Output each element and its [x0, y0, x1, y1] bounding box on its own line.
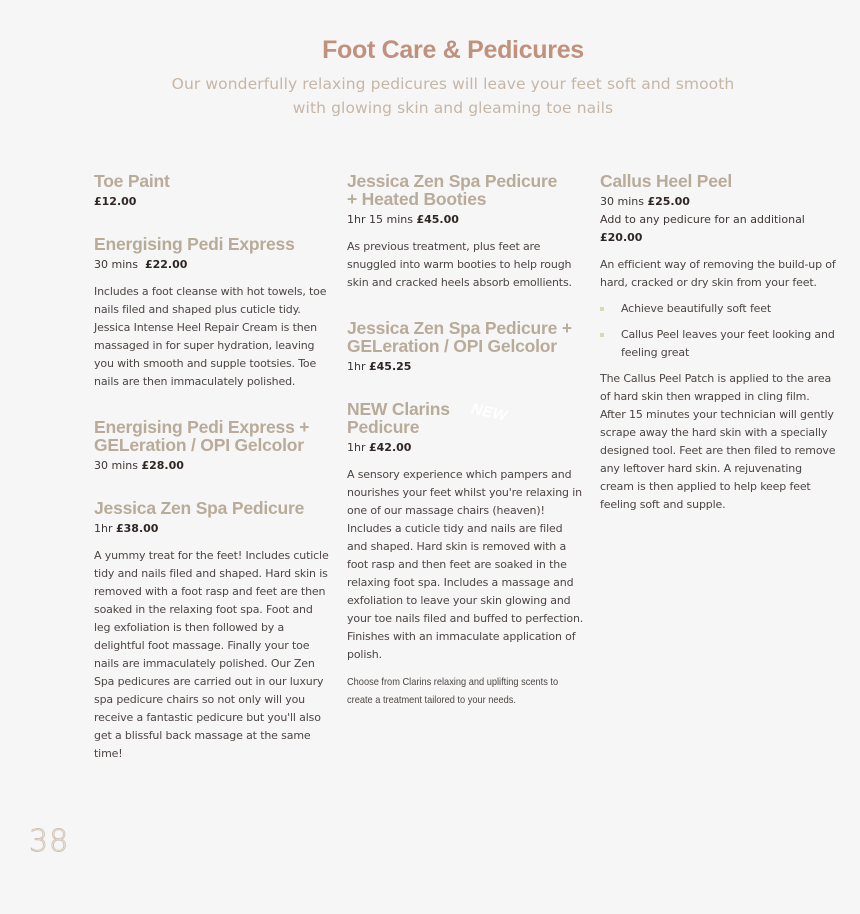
treatment-duration: 1hr — [347, 360, 366, 373]
treatment-price: £22.00 — [144, 258, 188, 271]
page-header — [0, 34, 860, 120]
treatment-price: £25.00 — [647, 195, 690, 208]
treatment-jessica-zen-spa-pedicure — [94, 499, 332, 763]
treatment-addon — [600, 211, 836, 247]
treatment-title-line-1: Jessica Zen Spa Pedicure — [347, 171, 558, 191]
treatment-title — [94, 418, 332, 454]
treatment-meta — [94, 193, 332, 211]
treatment-title-line-1: Energising Pedi Express + — [94, 417, 310, 437]
page-number: 38 — [29, 824, 70, 859]
subtitle-line-1: Our wonderfully relaxing pedicures will leave your feet soft and smooth — [171, 75, 735, 93]
treatment-duration: 1hr — [94, 522, 113, 535]
treatment-description: A yummy treat for the feet! Includes cuticle tidy and nails filed and shaped. Hard skin is removed with a foot rasp and feet are then soaked in the relaxing foot spa. Foot and leg exfoliation is then followed by a delightful foot massage. Finally your toe nails are immaculately polished. Our Zen Spa pedicures are carried out in our luxury spa pedicure chairs so not only will you receive a fantastic pedicure but you'll also get a blissful back massage at the same time! — [94, 549, 329, 760]
page-subtitle — [0, 72, 860, 120]
benefit-item — [600, 326, 836, 362]
treatment-title-line-2: GELeration / OPI Gelcolor — [94, 435, 304, 455]
treatment-title-line-2: GELeration / OPI Gelcolor — [347, 336, 557, 356]
treatment-energising-pedi-express — [94, 235, 332, 391]
treatment-title: Jessica Zen Spa Pedicure — [94, 498, 305, 518]
treatment-callus-heel-peel — [600, 172, 836, 514]
treatment-price: £12.00 — [94, 195, 137, 208]
treatment-title — [347, 400, 585, 436]
treatment-price: £28.00 — [141, 459, 184, 472]
treatment-meta — [94, 457, 332, 475]
new-badge: NEW — [469, 400, 509, 425]
treatment-title: Energising Pedi Express — [94, 234, 295, 254]
treatment-price: £45.25 — [369, 360, 412, 373]
treatment-zen-spa-heated-booties — [347, 172, 585, 292]
benefit-item — [600, 300, 836, 318]
treatment-title: Toe Paint — [94, 171, 170, 191]
treatment-title-line-1: NEW Clarins — [347, 399, 450, 419]
treatment-duration: 30 mins — [94, 459, 138, 472]
addon-text: Add to any pedicure for an additional — [600, 213, 805, 226]
treatment-duration: 1hr — [347, 441, 366, 454]
treatment-zen-spa-gel — [347, 319, 585, 376]
treatment-meta — [94, 520, 332, 538]
benefit-text: Callus Peel leaves your feet looking and feeling great — [621, 328, 835, 359]
treatment-title: Callus Heel Peel — [600, 171, 733, 191]
subtitle-line-2: with glowing skin and gleaming toe nails — [292, 99, 614, 117]
page-title: Foot Care & Pedicures — [322, 36, 584, 64]
treatment-meta — [347, 439, 585, 457]
treatment-description: Includes a foot cleanse with hot towels, toe nails filed and shaped plus cuticle tidy. Jessica Intense Heel Repair Cream is then massaged in for super hydration, leaving you with smooth and supple tootsies. Toe nails are then immaculately polished. — [94, 285, 327, 388]
treatment-duration: 30 mins — [600, 195, 644, 208]
treatment-meta — [94, 256, 332, 274]
treatment-duration: 1hr 15 mins — [347, 213, 413, 226]
column-middle — [347, 172, 585, 709]
treatment-price: £42.00 — [369, 441, 412, 454]
treatment-duration: 30 mins — [94, 258, 138, 271]
treatment-meta — [347, 358, 585, 376]
treatment-energising-pedi-express-gel — [94, 418, 332, 475]
addon-price: £20.00 — [600, 231, 643, 244]
treatment-description: As previous treatment, plus feet are snuggled into warm booties to help rough skin and cracked heels absorb emollients. — [347, 240, 572, 289]
treatment-price: £45.00 — [416, 213, 459, 226]
treatment-meta — [600, 193, 836, 211]
column-left — [94, 172, 332, 763]
treatment-description: A sensory experience which pampers and nourishes your feet whilst you're relaxing in one of our massage chairs (heaven)! Includes a cuticle tidy and nails are filed and shaped. Hard skin is removed with a foot rasp and then feet are soaked in the relaxing foot spa. Includes a massage and exfoliation to leave your skin glowing and your toe nails filed and buffed to perfection. Finishes with an immaculate application of polish. — [347, 468, 584, 661]
treatment-title-line-2: Pedicure — [347, 417, 420, 437]
treatment-description: The Callus Peel Patch is applied to the area of hard skin then wrapped in cling film. After 15 minutes your technician will gently scrape away the hard skin with a specially designed tool. Feet are then filed to remove any leftover hard skin. A rejuvenating cream is then applied to help keep feet feeling soft and supple. — [600, 372, 836, 511]
treatment-new-clarins-pedicure — [347, 400, 585, 709]
bullet-icon — [600, 333, 604, 337]
bullet-icon — [600, 307, 604, 311]
treatment-title-line-2: + Heated Booties — [347, 189, 487, 209]
treatment-title — [347, 319, 585, 355]
treatment-intro: An efficient way of removing the build-up of hard, cracked or dry skin from your feet. — [600, 258, 836, 289]
treatment-price: £38.00 — [116, 522, 159, 535]
benefit-text: Achieve beautifully soft feet — [621, 302, 772, 315]
treatment-title-line-1: Jessica Zen Spa Pedicure + — [347, 318, 572, 338]
benefits-list — [600, 300, 836, 362]
treatment-toe-paint — [94, 172, 332, 211]
column-right — [600, 172, 836, 514]
treatment-title — [347, 172, 585, 208]
treatment-meta — [347, 211, 585, 229]
treatment-note: Choose from Clarins relaxing and uplifting scents to create a treatment tailored to your needs. — [347, 676, 559, 706]
